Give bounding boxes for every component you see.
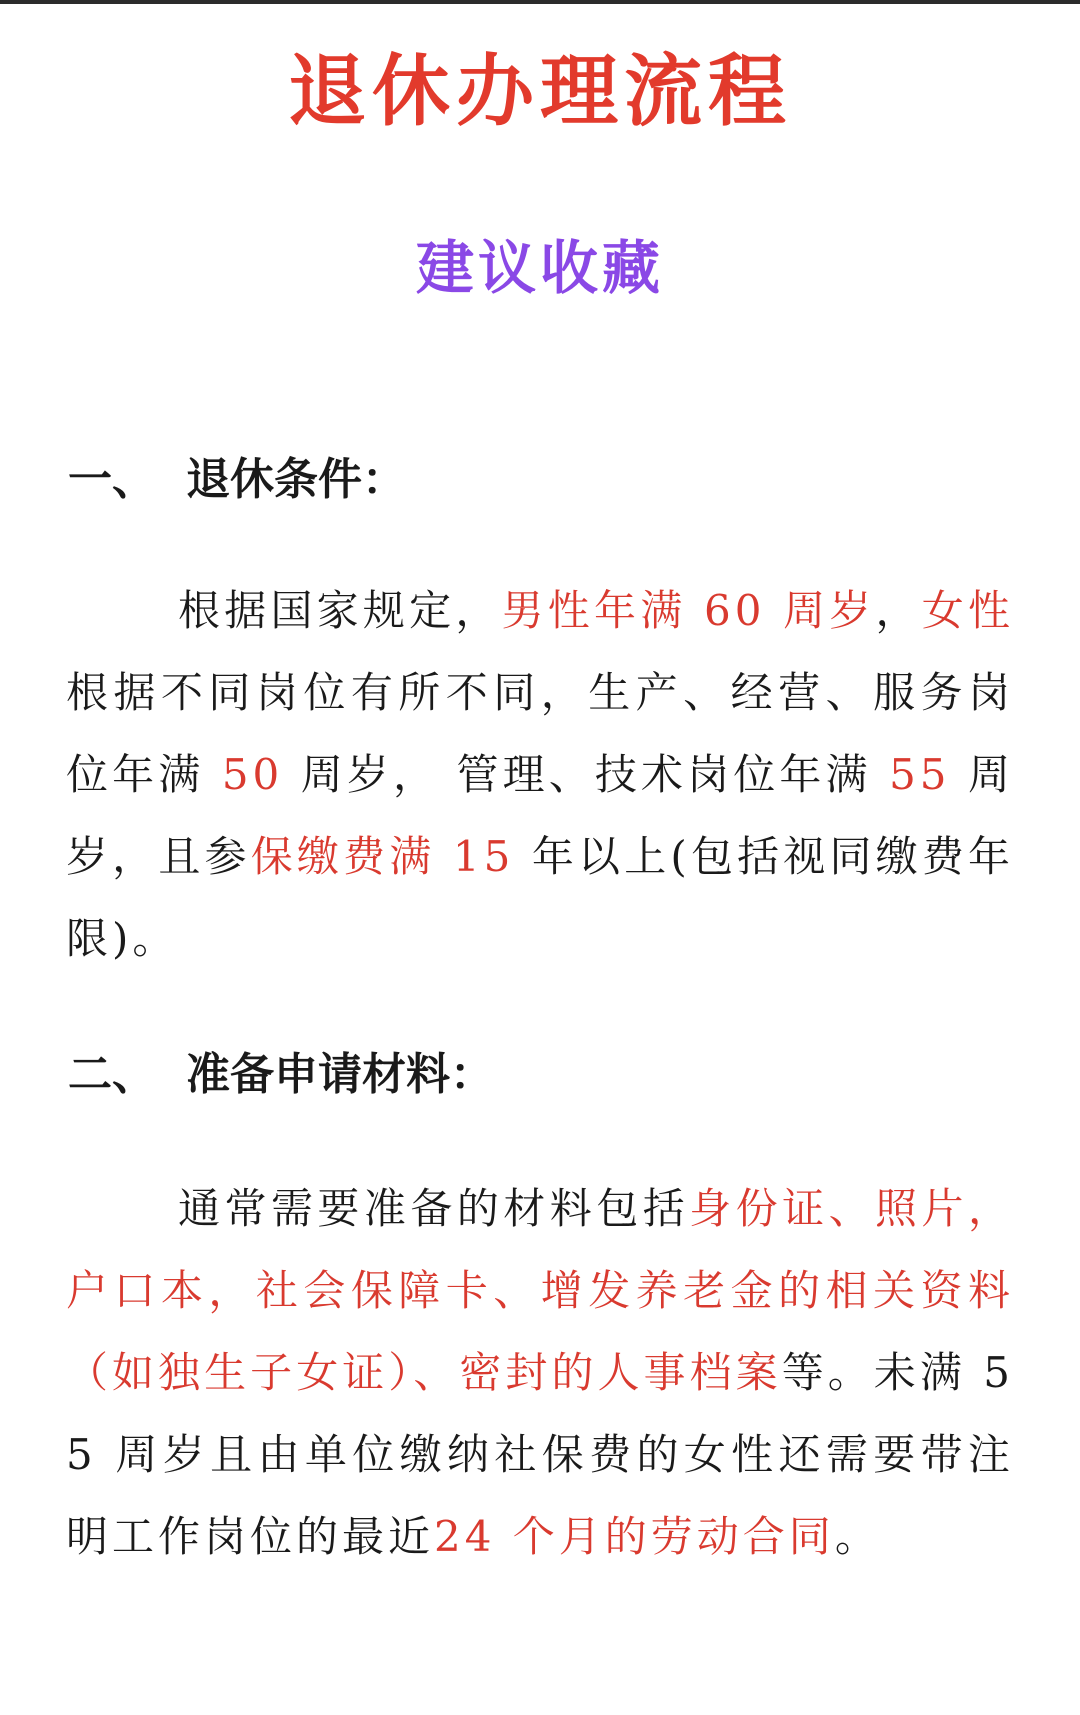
text-segment-highlight: 保缴费满 15 bbox=[250, 832, 515, 881]
section-heading-text: 准备申请材料： bbox=[186, 1049, 494, 1100]
section-body-retirement-conditions bbox=[66, 570, 1014, 980]
text-segment-highlight: 50 bbox=[221, 750, 284, 799]
text-segment: 根据不同岗位有所不同，生产、经营、服务岗位年满 bbox=[66, 668, 1014, 799]
text-segment: 根据国家规定， bbox=[178, 586, 502, 635]
text-segment: 周岁， 管理、技术岗位年满 bbox=[283, 750, 890, 799]
page-title: 退休办理流程 bbox=[287, 46, 792, 137]
text-segment: 等。未满 55 周岁且由单位缴纳社保费的女性还需要带注明工作岗位的最近 bbox=[66, 1348, 1014, 1561]
page-subtitle: 建议收藏 bbox=[415, 234, 664, 302]
text-segment: ， bbox=[875, 586, 922, 635]
section-heading-text: 退休条件： bbox=[186, 454, 406, 505]
section-heading-retirement-conditions bbox=[68, 450, 406, 510]
text-segment-highlight: 55 bbox=[889, 750, 951, 799]
text-segment: 年以上(包括视同缴费年限)。 bbox=[66, 832, 1014, 963]
text-segment: 周岁，且参 bbox=[66, 750, 1014, 881]
section-number: 二、 bbox=[68, 1049, 156, 1100]
text-segment: 通常需要准备的材料包括 bbox=[178, 1184, 690, 1233]
section-number: 一、 bbox=[68, 454, 156, 505]
text-segment-highlight: 男性年满 60 周岁 bbox=[501, 586, 876, 635]
text-segment-highlight: 女性 bbox=[921, 586, 1014, 635]
section-body-application-materials bbox=[66, 1168, 1014, 1578]
text-segment: 。 bbox=[834, 1512, 881, 1561]
section-heading-application-materials bbox=[68, 1045, 494, 1105]
text-segment-highlight: 24 个月的劳动合同 bbox=[434, 1512, 835, 1561]
text-segment-highlight: 身份证、照片，户口本，社会保障卡、增发养老金的相关资料（如独生子女证）、密封的人事档案 bbox=[66, 1184, 1014, 1397]
